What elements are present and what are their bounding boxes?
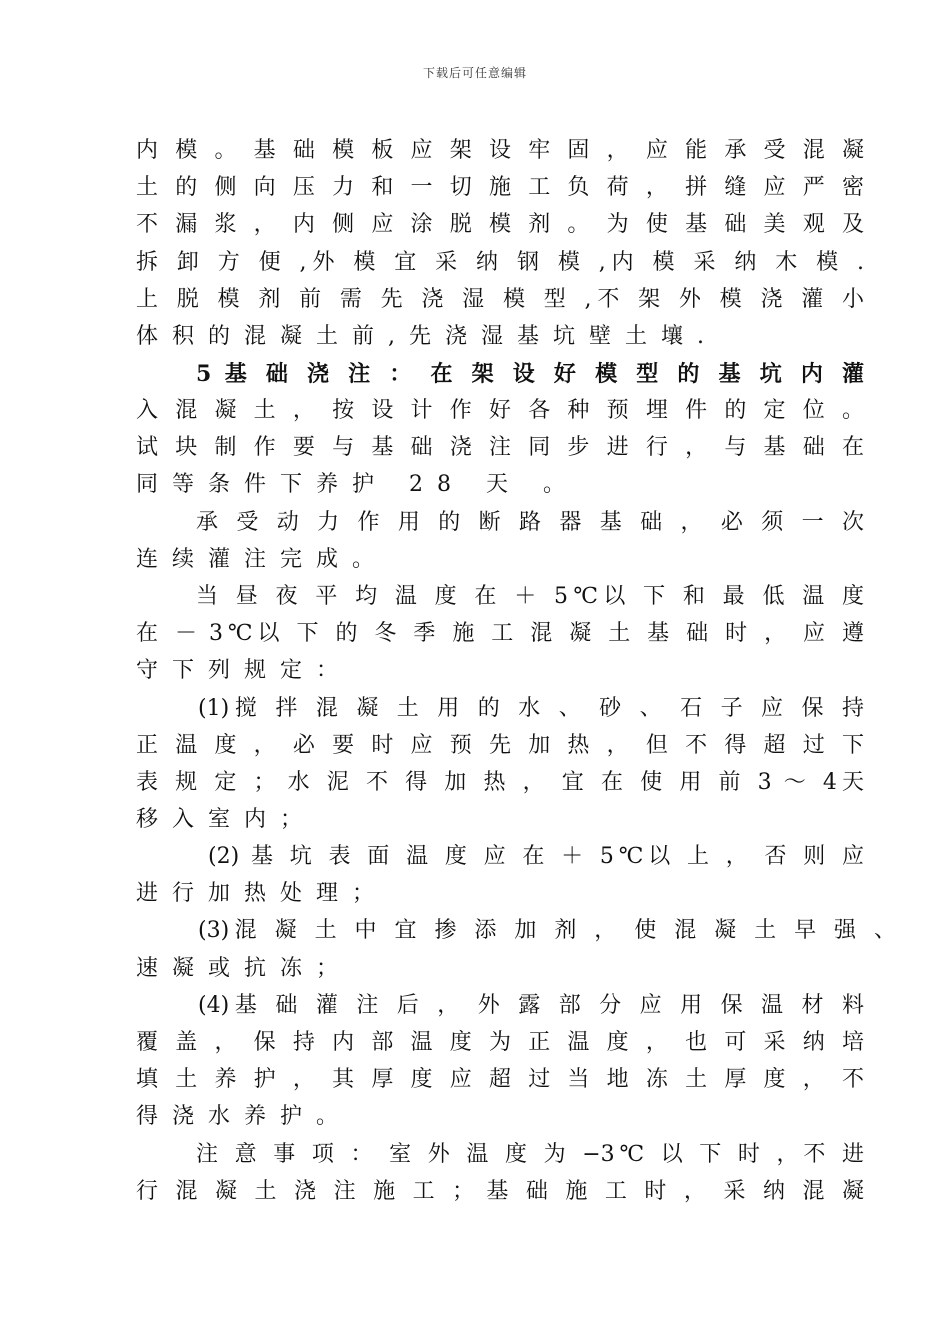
list-item-line: (2) 基 坑 表 面 温 度 应 在 ＋ 5℃以 上 ， 否 则 应 (208, 844, 864, 869)
list-item-line: (1)搅 拌 混 凝 土 用 的 水 、 砂 、 石 子 应 保 持 (198, 696, 864, 721)
paragraph-line: 拆 卸 方 便 ,外 模 宜 采 纳 钢 模 ,内 模 采 纳 木 模 . (136, 250, 864, 275)
paragraph-line: 内 模 。 基 础 模 板 应 架 设 牢 固 ， 应 能 承 受 混 凝 (136, 138, 864, 163)
paragraph-line: 不 漏 浆 ， 内 侧 应 涂 脱 模 剂 。 为 使 基 础 美 观 及 (136, 212, 864, 237)
page-header: 下载后可任意编辑 (422, 66, 527, 80)
paragraph-line: 连续灌注完成。 (136, 547, 389, 572)
paragraph-line: 当 昼 夜 平 均 温 度 在 ＋ 5℃以 下 和 最 低 温 度 (196, 584, 864, 609)
paragraph-line: 得浇水养护。 (136, 1104, 353, 1129)
paragraph-line: 表 规 定 ； 水 泥 不 得 加 热 ， 宜 在 使 用 前 3 ～ 4天 (136, 770, 864, 795)
paragraph-line: 进行加热处理； (136, 881, 389, 906)
paragraph-line: 入 混 凝 土 ， 按 设 计 作 好 各 种 预 埋 件 的 定 位 。 (136, 398, 864, 423)
paragraph-line: 速凝或抗冻； (136, 956, 353, 981)
paragraph-line: 覆 盖 ， 保 持 内 部 温 度 为 正 温 度 ， 也 可 采 纳 培 (136, 1030, 864, 1055)
section-heading-line: 5 基 础 浇 注 ： 在 架 设 好 模 型 的 基 坑 内 灌 (196, 361, 864, 387)
note-line: 注 意 事 项 ： 室 外 温 度 为 −3℃ 以 下 时 ，不 进 (196, 1142, 864, 1167)
paragraph-line: 同等条件下养护 28 天 。 (136, 472, 579, 497)
paragraph-line: 填 土 养 护 ， 其 厚 度 应 超 过 当 地 冻 土 厚 度 ， 不 (136, 1067, 864, 1092)
paragraph-line: 行 混 凝 土 浇 注 施 工 ； 基 础 施 工 时 ， 采 纳 混 凝 (136, 1179, 864, 1204)
paragraph-line: 试 块 制 作 要 与 基 础 浇 注 同 步 进 行 ， 与 基 础 在 (136, 435, 864, 460)
paragraph-line: 移入室内； (136, 807, 317, 832)
paragraph-line: 体积的混凝土前,先浇湿基坑壁土壤. (136, 324, 718, 349)
list-item-line: (4)基 础 灌 注 后 ， 外 露 部 分 应 用 保 温 材 料 (198, 993, 864, 1018)
list-item-line: (3)混 凝 土 中 宜 掺 添 加 剂 ， 使 混 凝 土 早 强 、 (198, 918, 896, 943)
paragraph-line: 上 脱 模 剂 前 需 先 浇 湿 模 型 ,不 架 外 模 浇 灌 小 (136, 287, 864, 312)
paragraph-line: 承 受 动 力 作 用 的 断 路 器 基 础 ， 必 须 一 次 (196, 510, 864, 535)
paragraph-line: 在 － 3℃以 下 的 冬 季 施 工 混 凝 土 基 础 时 ， 应 遵 (136, 621, 864, 646)
paragraph-line: 正 温 度 ， 必 要 时 应 预 先 加 热 ， 但 不 得 超 过 下 (136, 733, 864, 758)
paragraph-line: 土 的 侧 向 压 力 和 一 切 施 工 负 荷 ， 拼 缝 应 严 密 (136, 175, 864, 200)
paragraph-line: 守下列规定： (136, 658, 353, 683)
